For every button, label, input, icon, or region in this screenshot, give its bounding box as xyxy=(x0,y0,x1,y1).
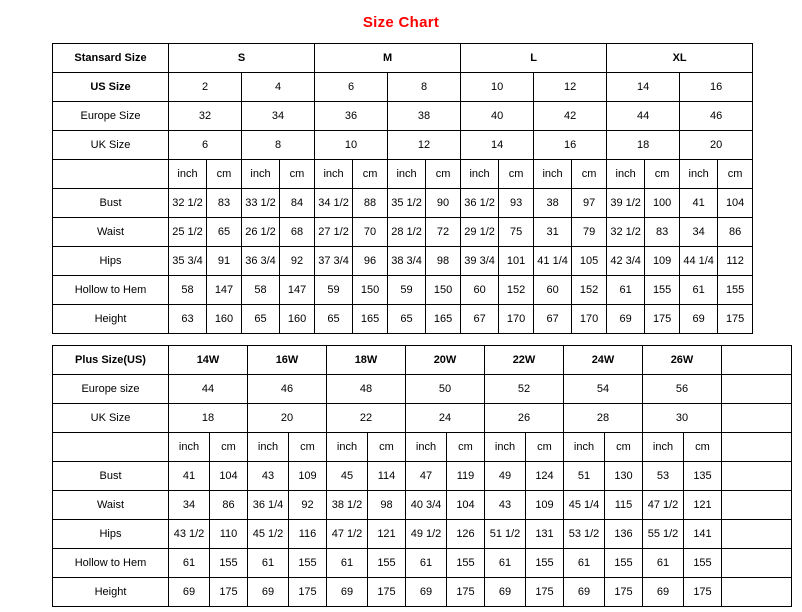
cell: 41 xyxy=(169,462,210,491)
row-label-height: Height xyxy=(53,578,169,607)
letter-size-l: L xyxy=(461,44,607,73)
spacer-cell xyxy=(722,549,792,578)
cell: 26 xyxy=(485,404,564,433)
cell: 155 xyxy=(718,276,753,305)
cell: 69 xyxy=(607,305,645,334)
cell: 30 xyxy=(643,404,722,433)
cell: 63 xyxy=(169,305,207,334)
spacer-cell xyxy=(722,520,792,549)
table-row xyxy=(53,375,792,404)
cell: 34 xyxy=(169,491,210,520)
cell: 20 xyxy=(680,131,753,160)
cell: 58 xyxy=(169,276,207,305)
row-label-europe-size: Europe Size xyxy=(53,102,169,131)
cell: 61 xyxy=(406,549,447,578)
unit-cell: cm xyxy=(447,433,485,462)
unit-cell: inch xyxy=(248,433,289,462)
unit-cell: cm xyxy=(572,160,607,189)
cell: 69 xyxy=(643,578,684,607)
unit-cell: inch xyxy=(680,160,718,189)
row-label-uk-size: UK Size xyxy=(53,131,169,160)
table-row xyxy=(53,131,753,160)
cell: 135 xyxy=(684,462,722,491)
cell: 34 xyxy=(680,218,718,247)
unit-cell: inch xyxy=(564,433,605,462)
cell: 38 xyxy=(534,189,572,218)
cell: 175 xyxy=(289,578,327,607)
row-label-height: Height xyxy=(53,305,169,334)
cell: 33 1/2 xyxy=(242,189,280,218)
cell: 84 xyxy=(280,189,315,218)
row-label-bust: Bust xyxy=(53,462,169,491)
cell: 44 1/4 xyxy=(680,247,718,276)
cell: 60 xyxy=(461,276,499,305)
cell: 61 xyxy=(607,276,645,305)
cell: 69 xyxy=(406,578,447,607)
letter-size-xl: XL xyxy=(607,44,753,73)
unit-cell: cm xyxy=(684,433,722,462)
cell: 175 xyxy=(210,578,248,607)
table-row xyxy=(53,102,753,131)
cell: 175 xyxy=(447,578,485,607)
plus-size-16w: 16W xyxy=(248,346,327,375)
plus-size-22w: 22W xyxy=(485,346,564,375)
cell: 53 1/2 xyxy=(564,520,605,549)
unit-cell: cm xyxy=(605,433,643,462)
cell: 46 xyxy=(680,102,753,131)
unit-cell: inch xyxy=(169,160,207,189)
cell: 175 xyxy=(368,578,406,607)
cell: 54 xyxy=(564,375,643,404)
cell: 29 1/2 xyxy=(461,218,499,247)
cell: 130 xyxy=(605,462,643,491)
cell: 42 3/4 xyxy=(607,247,645,276)
page-title: Size Chart xyxy=(362,14,440,31)
row-label-uk-size: UK Size xyxy=(53,404,169,433)
unit-cell: cm xyxy=(210,433,248,462)
cell: 59 xyxy=(315,276,353,305)
cell: 105 xyxy=(572,247,607,276)
row-label-europe-size: Europe size xyxy=(53,375,169,404)
unit-cell: cm xyxy=(289,433,327,462)
cell: 34 1/2 xyxy=(315,189,353,218)
cell: 109 xyxy=(289,462,327,491)
table-row xyxy=(53,73,753,102)
letter-size-s: S xyxy=(169,44,315,73)
cell: 55 1/2 xyxy=(643,520,684,549)
unit-cell: inch xyxy=(327,433,368,462)
cell: 115 xyxy=(605,491,643,520)
cell: 24 xyxy=(406,404,485,433)
cell: 61 xyxy=(248,549,289,578)
cell: 50 xyxy=(406,375,485,404)
cell: 37 3/4 xyxy=(315,247,353,276)
table-row xyxy=(53,305,753,334)
row-label-hollow-to-hem: Hollow to Hem xyxy=(53,276,169,305)
cell: 121 xyxy=(368,520,406,549)
cell: 69 xyxy=(485,578,526,607)
cell: 98 xyxy=(368,491,406,520)
table-row xyxy=(53,189,753,218)
cell: 69 xyxy=(327,578,368,607)
cell: 155 xyxy=(645,276,680,305)
table-row-units xyxy=(53,433,792,462)
cell: 39 1/2 xyxy=(607,189,645,218)
cell: 43 xyxy=(248,462,289,491)
cell: 109 xyxy=(526,491,564,520)
cell: 28 xyxy=(564,404,643,433)
unit-cell: inch xyxy=(169,433,210,462)
cell: 43 xyxy=(485,491,526,520)
cell: 25 1/2 xyxy=(169,218,207,247)
cell: 155 xyxy=(289,549,327,578)
unit-cell: inch xyxy=(388,160,426,189)
cell: 121 xyxy=(684,491,722,520)
cell: 150 xyxy=(353,276,388,305)
spacer-cell xyxy=(722,462,792,491)
cell: 56 xyxy=(643,375,722,404)
cell: 46 xyxy=(248,375,327,404)
cell: 147 xyxy=(280,276,315,305)
cell: 45 1/2 xyxy=(248,520,289,549)
cell: 86 xyxy=(210,491,248,520)
standard-size-corner-label: Stansard Size xyxy=(53,44,169,73)
unit-cell: inch xyxy=(242,160,280,189)
spacer-cell xyxy=(722,346,792,375)
cell: 155 xyxy=(605,549,643,578)
cell: 48 xyxy=(327,375,406,404)
cell: 175 xyxy=(526,578,564,607)
cell: 45 1/4 xyxy=(564,491,605,520)
table-row-header xyxy=(53,44,753,73)
cell: 14 xyxy=(607,73,680,102)
cell: 131 xyxy=(526,520,564,549)
cell: 69 xyxy=(248,578,289,607)
plus-size-18w: 18W xyxy=(327,346,406,375)
table-row-units xyxy=(53,160,753,189)
cell: 18 xyxy=(169,404,248,433)
cell: 96 xyxy=(353,247,388,276)
cell: 97 xyxy=(572,189,607,218)
cell: 31 xyxy=(534,218,572,247)
cell: 58 xyxy=(242,276,280,305)
table-row xyxy=(53,462,792,491)
cell: 47 1/2 xyxy=(327,520,368,549)
cell: 49 1/2 xyxy=(406,520,447,549)
cell: 104 xyxy=(447,491,485,520)
cell: 36 1/4 xyxy=(248,491,289,520)
cell: 34 xyxy=(242,102,315,131)
cell: 86 xyxy=(718,218,753,247)
cell: 155 xyxy=(526,549,564,578)
cell: 160 xyxy=(207,305,242,334)
plus-size-20w: 20W xyxy=(406,346,485,375)
cell: 150 xyxy=(426,276,461,305)
cell: 53 xyxy=(643,462,684,491)
unit-cell: inch xyxy=(315,160,353,189)
plus-size-24w: 24W xyxy=(564,346,643,375)
cell: 72 xyxy=(426,218,461,247)
cell: 152 xyxy=(572,276,607,305)
unit-cell: cm xyxy=(718,160,753,189)
cell: 124 xyxy=(526,462,564,491)
cell: 20 xyxy=(248,404,327,433)
plus-size-table xyxy=(52,345,792,607)
spacer-cell xyxy=(722,375,792,404)
plus-size-26w: 26W xyxy=(643,346,722,375)
cell: 36 xyxy=(315,102,388,131)
table-row xyxy=(53,491,792,520)
cell: 65 xyxy=(388,305,426,334)
row-label-units xyxy=(53,160,169,189)
cell: 61 xyxy=(169,549,210,578)
unit-cell: inch xyxy=(534,160,572,189)
cell: 75 xyxy=(499,218,534,247)
cell: 22 xyxy=(327,404,406,433)
cell: 175 xyxy=(718,305,753,334)
unit-cell: inch xyxy=(643,433,684,462)
cell: 98 xyxy=(426,247,461,276)
cell: 60 xyxy=(534,276,572,305)
cell: 116 xyxy=(289,520,327,549)
cell: 42 xyxy=(534,102,607,131)
cell: 52 xyxy=(485,375,564,404)
row-label-hollow-to-hem: Hollow to Hem xyxy=(53,549,169,578)
cell: 175 xyxy=(645,305,680,334)
unit-cell: cm xyxy=(368,433,406,462)
row-label-us-size: US Size xyxy=(53,73,169,102)
cell: 4 xyxy=(242,73,315,102)
cell: 170 xyxy=(499,305,534,334)
cell: 45 xyxy=(327,462,368,491)
unit-cell: inch xyxy=(485,433,526,462)
cell: 69 xyxy=(169,578,210,607)
cell: 27 1/2 xyxy=(315,218,353,247)
cell: 100 xyxy=(645,189,680,218)
cell: 90 xyxy=(426,189,461,218)
cell: 38 xyxy=(388,102,461,131)
cell: 61 xyxy=(564,549,605,578)
cell: 114 xyxy=(368,462,406,491)
cell: 38 1/2 xyxy=(327,491,368,520)
cell: 6 xyxy=(315,73,388,102)
cell: 35 1/2 xyxy=(388,189,426,218)
cell: 155 xyxy=(368,549,406,578)
table-row xyxy=(53,218,753,247)
cell: 104 xyxy=(718,189,753,218)
unit-cell: inch xyxy=(607,160,645,189)
cell: 10 xyxy=(315,131,388,160)
cell: 44 xyxy=(607,102,680,131)
cell: 8 xyxy=(388,73,461,102)
cell: 6 xyxy=(169,131,242,160)
cell: 40 xyxy=(461,102,534,131)
cell: 51 1/2 xyxy=(485,520,526,549)
cell: 65 xyxy=(315,305,353,334)
cell: 170 xyxy=(572,305,607,334)
cell: 83 xyxy=(207,189,242,218)
cell: 155 xyxy=(447,549,485,578)
cell: 44 xyxy=(169,375,248,404)
unit-cell: inch xyxy=(406,433,447,462)
cell: 65 xyxy=(207,218,242,247)
cell: 147 xyxy=(207,276,242,305)
spacer-cell xyxy=(722,404,792,433)
row-label-hips: Hips xyxy=(53,520,169,549)
table-row-header xyxy=(53,346,792,375)
spacer-cell xyxy=(722,491,792,520)
cell: 47 1/2 xyxy=(643,491,684,520)
cell: 126 xyxy=(447,520,485,549)
row-label-units xyxy=(53,433,169,462)
cell: 49 xyxy=(485,462,526,491)
cell: 16 xyxy=(534,131,607,160)
unit-cell: cm xyxy=(499,160,534,189)
cell: 10 xyxy=(461,73,534,102)
cell: 47 xyxy=(406,462,447,491)
plus-size-corner-label: Plus Size(US) xyxy=(53,346,169,375)
cell: 18 xyxy=(607,131,680,160)
cell: 160 xyxy=(280,305,315,334)
unit-cell: cm xyxy=(526,433,564,462)
row-label-hips: Hips xyxy=(53,247,169,276)
cell: 36 3/4 xyxy=(242,247,280,276)
cell: 141 xyxy=(684,520,722,549)
cell: 61 xyxy=(643,549,684,578)
row-label-waist: Waist xyxy=(53,218,169,247)
cell: 92 xyxy=(280,247,315,276)
row-label-waist: Waist xyxy=(53,491,169,520)
unit-cell: cm xyxy=(280,160,315,189)
table-row xyxy=(53,520,792,549)
cell: 8 xyxy=(242,131,315,160)
unit-cell: cm xyxy=(426,160,461,189)
cell: 36 1/2 xyxy=(461,189,499,218)
cell: 28 1/2 xyxy=(388,218,426,247)
cell: 69 xyxy=(564,578,605,607)
cell: 110 xyxy=(210,520,248,549)
cell: 65 xyxy=(242,305,280,334)
cell: 155 xyxy=(210,549,248,578)
cell: 61 xyxy=(485,549,526,578)
standard-size-table xyxy=(52,43,753,334)
cell: 119 xyxy=(447,462,485,491)
cell: 109 xyxy=(645,247,680,276)
spacer-cell xyxy=(722,578,792,607)
cell: 136 xyxy=(605,520,643,549)
cell: 91 xyxy=(207,247,242,276)
cell: 32 xyxy=(169,102,242,131)
cell: 39 3/4 xyxy=(461,247,499,276)
cell: 175 xyxy=(684,578,722,607)
cell: 16 xyxy=(680,73,753,102)
cell: 112 xyxy=(718,247,753,276)
cell: 38 3/4 xyxy=(388,247,426,276)
cell: 92 xyxy=(289,491,327,520)
plus-size-14w: 14W xyxy=(169,346,248,375)
cell: 59 xyxy=(388,276,426,305)
cell: 43 1/2 xyxy=(169,520,210,549)
unit-cell: cm xyxy=(645,160,680,189)
cell: 101 xyxy=(499,247,534,276)
cell: 41 xyxy=(680,189,718,218)
letter-size-m: M xyxy=(315,44,461,73)
cell: 51 xyxy=(564,462,605,491)
cell: 104 xyxy=(210,462,248,491)
unit-cell: cm xyxy=(207,160,242,189)
cell: 152 xyxy=(499,276,534,305)
unit-cell: inch xyxy=(461,160,499,189)
table-row xyxy=(53,247,753,276)
cell: 14 xyxy=(461,131,534,160)
cell: 68 xyxy=(280,218,315,247)
cell: 12 xyxy=(388,131,461,160)
table-row xyxy=(53,276,753,305)
cell: 12 xyxy=(534,73,607,102)
cell: 26 1/2 xyxy=(242,218,280,247)
cell: 2 xyxy=(169,73,242,102)
cell: 165 xyxy=(353,305,388,334)
table-row xyxy=(53,578,792,607)
cell: 61 xyxy=(327,549,368,578)
spacer-cell xyxy=(722,433,792,462)
cell: 175 xyxy=(605,578,643,607)
cell: 32 1/2 xyxy=(169,189,207,218)
cell: 32 1/2 xyxy=(607,218,645,247)
cell: 165 xyxy=(426,305,461,334)
cell: 155 xyxy=(684,549,722,578)
cell: 79 xyxy=(572,218,607,247)
row-label-bust: Bust xyxy=(53,189,169,218)
unit-cell: cm xyxy=(353,160,388,189)
cell: 40 3/4 xyxy=(406,491,447,520)
cell: 69 xyxy=(680,305,718,334)
table-row xyxy=(53,549,792,578)
cell: 35 3/4 xyxy=(169,247,207,276)
cell: 67 xyxy=(461,305,499,334)
table-row xyxy=(53,404,792,433)
cell: 70 xyxy=(353,218,388,247)
cell: 41 1/4 xyxy=(534,247,572,276)
cell: 93 xyxy=(499,189,534,218)
cell: 88 xyxy=(353,189,388,218)
cell: 83 xyxy=(645,218,680,247)
cell: 61 xyxy=(680,276,718,305)
cell: 67 xyxy=(534,305,572,334)
